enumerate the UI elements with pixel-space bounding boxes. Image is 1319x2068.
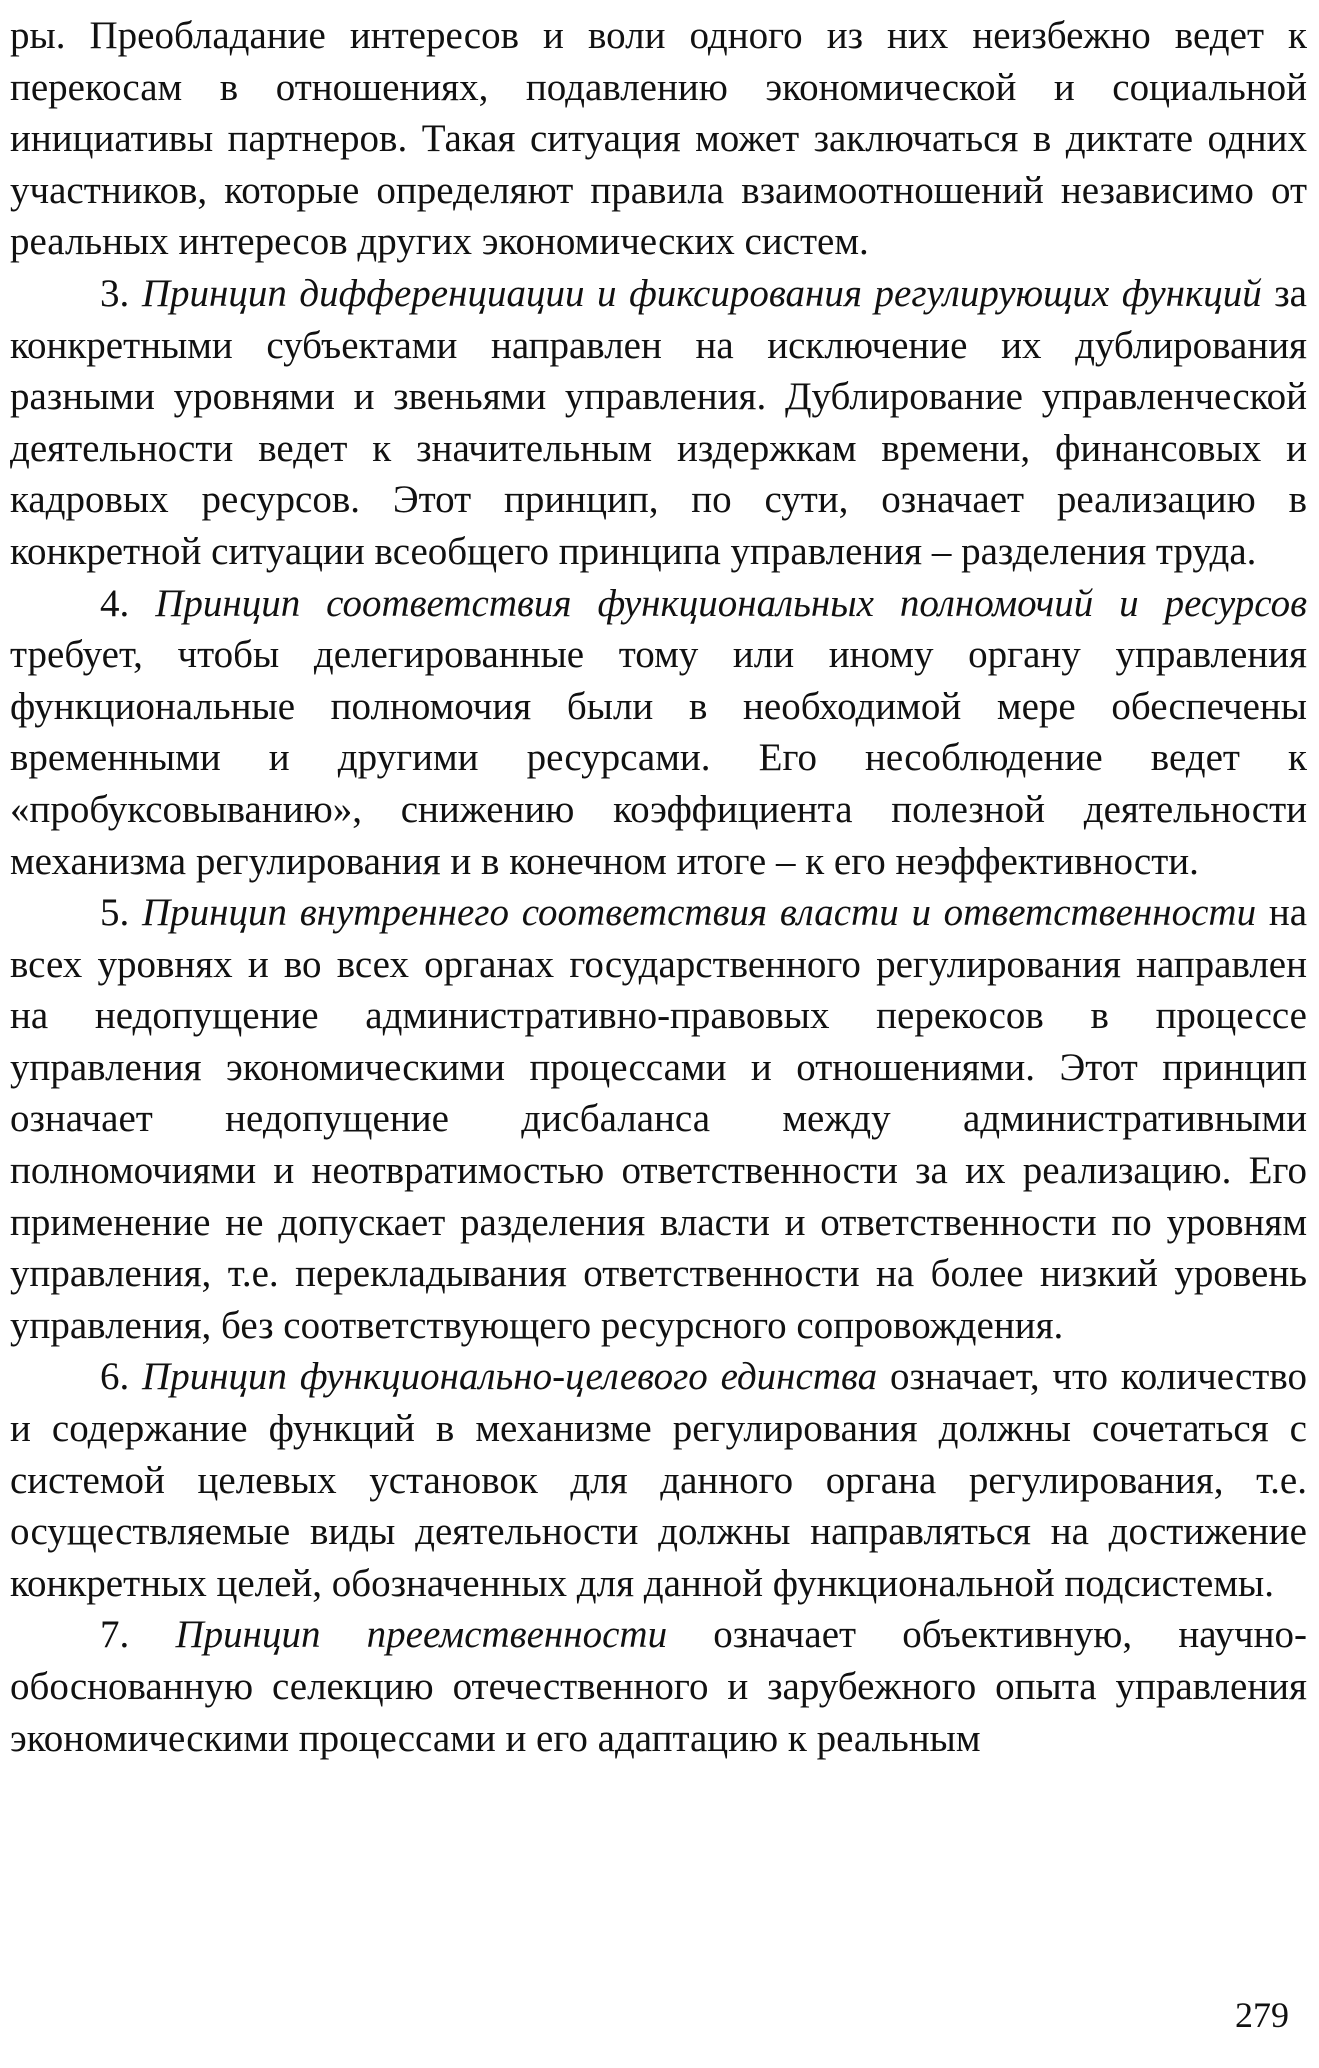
principle-number: 3. <box>100 271 142 315</box>
principle-title: Принцип внутреннего соответствия власти и ответственности <box>141 891 1257 935</box>
paragraph-principle-4 <box>10 578 1307 888</box>
paragraph-text: ры. Преобладание интересов и воли одного из них неизбежно ведет к перекосам в отношениях, подавлению экономической и социальной инициативы партнеров. Такая ситуация может заключаться в диктате одних участников, которые определяют правила взаимоотношений независимо от реальных интересов других экономических систем. <box>10 14 1307 264</box>
principle-title: Принцип функционально-целевого единства <box>142 1355 878 1399</box>
paragraph-principle-5 <box>10 887 1307 1351</box>
paragraph-principle-7 <box>10 1609 1307 1764</box>
principle-number: 5. <box>100 891 142 935</box>
principle-number: 4. <box>100 581 156 625</box>
principle-title: Принцип дифференциации и фиксирования регулирующих функций <box>141 271 1262 315</box>
page-number: 279 <box>1235 1995 1289 2035</box>
principle-title: Принцип соответствия функциональных полномочий и ресурсов <box>155 581 1307 625</box>
paragraph-text: требует, чтобы делегированные тому или иному органу управления функциональные полномочия были в необходимой мере обеспечены временными и другими ресурсами. Его несоблюдение ведет к «пробуксовыванию», снижению коэффициента полезной деятельности механизма регулирования и в конечном итоге – к его неэффективности. <box>10 633 1307 883</box>
principle-number: 7. <box>100 1613 176 1657</box>
principle-title: Принцип преемственности <box>175 1613 668 1657</box>
paragraph-text: означает объективную, научно-обоснованную селекцию отечественного и зарубежного опыта управления экономическими процессами и его адаптацию к реальным <box>10 1613 1307 1760</box>
paragraph-text: означает, что количество и содержание функций в механизме регулирования должны сочетаться с системой целевых установок для данного органа регулирования, т.е. осуществляемые виды деятельности должны направляться на достижение конкретных целей, обозначенных для данной функциональной подсистемы. <box>10 1355 1308 1605</box>
paragraph-text: за конкретными субъектами направлен на исключение их дублирования разными уровнями и звеньями управления. Дублирование управленческой деятельности ведет к значительным издержкам времени, финансовых и кадровых ресурсов. Этот принцип, по сути, означает реализацию в конкретной ситуации всеобщего принципа управления – разделения труда. <box>10 271 1307 573</box>
book-page <box>10 0 1307 2068</box>
paragraph-principle-3 <box>10 268 1307 578</box>
page-text <box>10 10 1307 1764</box>
principle-number: 6. <box>100 1355 143 1399</box>
paragraph-continuation <box>10 10 1307 268</box>
paragraph-text: на всех уровнях и во всех органах государственного регулирования направлен на недопущение административно-правовых перекосов в процессе управления экономическими процессами и отношениями. Этот принцип означает недопущение дисбаланса между административными полномочиями и неотвратимостью ответственности за их реализацию. Его применение не допускает разделения власти и ответственности по уровням управления, т.е. перекладывания ответственности на более низкий уровень управления, без соответствующего ресурсного сопровождения. <box>10 891 1308 1347</box>
paragraph-principle-6 <box>10 1351 1307 1609</box>
